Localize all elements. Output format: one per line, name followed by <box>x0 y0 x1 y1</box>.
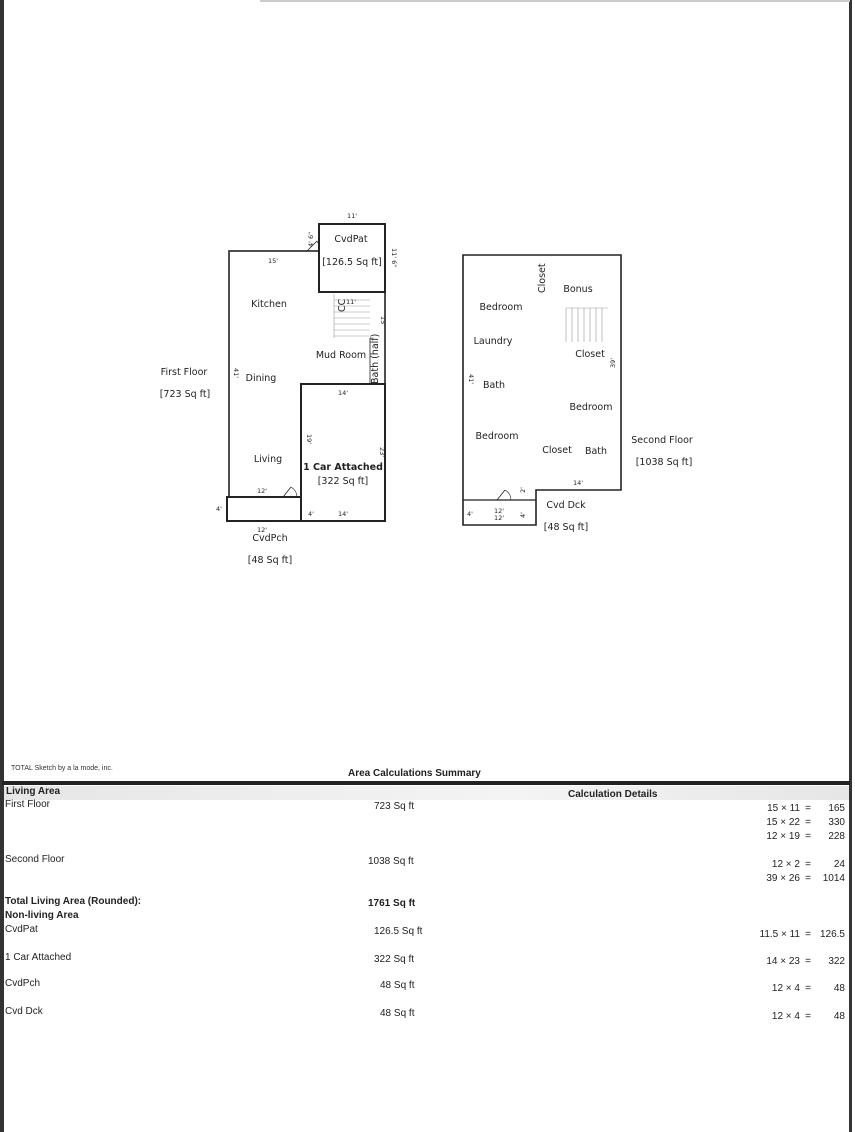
deck-door-swing <box>505 490 511 500</box>
room-cvdpat-area: [126.5 Sq ft] <box>322 257 382 268</box>
nonliving-area: 322 Sq ft <box>374 954 415 965</box>
calc-expr: 12 × 4 <box>771 983 800 994</box>
second-floor-label: Second Floor <box>631 435 693 446</box>
dim-top-11: 11' <box>346 212 358 220</box>
calc-expr: 12 × 4 <box>771 1011 800 1022</box>
first-floor-row-label: First Floor <box>5 799 50 810</box>
dim-left-4-6: 4' 6" <box>307 231 315 247</box>
dim-left-4: 4' <box>216 505 222 513</box>
room-cvdpat: CvdPat <box>334 234 368 245</box>
calc-result: 322 <box>828 956 845 967</box>
first-floor-label: First Floor <box>160 367 208 378</box>
second-floor-row-label: Second Floor <box>5 854 65 865</box>
summary-title: Area Calculations Summary <box>348 768 481 779</box>
deck-door <box>497 490 505 500</box>
nonliving-label: 1 Car Attached <box>5 952 72 963</box>
calc-result: 228 <box>828 831 845 842</box>
room-cvdpch-area: [48 Sq ft] <box>247 555 293 566</box>
calc-expr: 11.5 × 11 <box>759 929 800 940</box>
calc-expr: 15 × 11 <box>767 803 800 814</box>
room-closet-top: Closet <box>537 263 548 293</box>
room-cvdpch: CvdPch <box>252 533 288 544</box>
room-cvd-dck: Cvd Dck <box>546 500 586 511</box>
calc-expr: 12 × 2 <box>771 859 800 870</box>
room-dining: Dining <box>245 373 277 384</box>
calc-row <box>740 929 845 941</box>
room-mud-room: Mud Room <box>315 350 367 361</box>
calc-result: 48 <box>833 1011 845 1022</box>
porch-door <box>283 487 291 497</box>
room-closet-mid: Closet <box>575 349 605 360</box>
room-closet-low: Closet <box>542 445 572 456</box>
first-floor-row-area: 723 Sq ft <box>374 801 415 812</box>
dim-sf-right-39: 39' <box>609 357 617 368</box>
calc-eq: = <box>805 873 811 884</box>
dim-mid-11: 11' <box>345 298 357 306</box>
room-bath-1: Bath <box>482 380 506 391</box>
room-cvd-dck-area: [48 Sq ft] <box>543 522 589 533</box>
calc-row <box>740 873 845 885</box>
dim-sf-left-41: 41' <box>467 374 475 385</box>
room-laundry: Laundry <box>473 336 513 347</box>
second-floor-labels <box>474 263 693 533</box>
nonliving-label: CvdPch <box>5 978 41 989</box>
dim-garage-14: 14' <box>337 389 349 397</box>
garage-outline <box>301 384 385 521</box>
nonliving-area: 48 Sq ft <box>380 980 415 991</box>
dim-left-41: 41' <box>232 368 240 379</box>
dim-dck-4a: 4' <box>467 510 473 518</box>
calc-eq: = <box>805 803 811 814</box>
nonliving-label: Cvd Dck <box>5 1006 43 1017</box>
room-kitchen: Kitchen <box>251 299 287 310</box>
calc-row <box>740 803 845 815</box>
cvdpch-outline <box>227 497 301 521</box>
calc-row <box>740 956 845 968</box>
room-cc: CC <box>337 298 348 312</box>
calc-eq: = <box>805 859 811 870</box>
calc-expr: 14 × 23 <box>766 956 800 967</box>
nonliving-area: 126.5 Sq ft <box>374 926 423 937</box>
nonliving-header: Non-living Area <box>5 910 79 921</box>
dim-pch-12: 12' <box>256 526 268 534</box>
calc-eq: = <box>805 831 811 842</box>
dim-dck-12a: 12' <box>493 507 505 515</box>
calc-eq: = <box>805 817 811 828</box>
software-credit: TOTAL Sketch by a la mode, inc. <box>11 765 113 772</box>
total-living-label: Total Living Area (Rounded): <box>5 896 142 907</box>
dim-bottom-12: 12' <box>256 487 268 495</box>
room-bedroom-3: Bedroom <box>475 431 519 442</box>
calc-expr: 12 × 19 <box>766 831 800 842</box>
nonliving-label: CvdPat <box>5 924 38 935</box>
second-floor-area: [1038 Sq ft] <box>635 457 693 468</box>
room-living: Living <box>253 454 283 465</box>
calc-row <box>740 831 845 843</box>
calc-eq: = <box>805 929 811 940</box>
room-bedroom-1: Bedroom <box>479 302 523 313</box>
room-garage: 1 Car Attached <box>303 462 383 473</box>
dim-right-15: 15' <box>379 316 387 327</box>
room-bonus: Bonus <box>563 284 593 295</box>
calc-row <box>740 859 845 871</box>
calc-details-header: Calculation Details <box>568 789 658 800</box>
summary-header-band <box>4 786 849 800</box>
living-area-header: Living Area <box>6 786 61 797</box>
first-floor-area: [723 Sq ft] <box>159 389 211 400</box>
dim-top-15: 15' <box>267 257 279 265</box>
dim-sf-bottom-14: 14' <box>572 479 584 487</box>
room-bath-2: Bath <box>584 446 608 457</box>
porch-door-swing <box>291 487 297 497</box>
room-garage-area: [322 Sq ft] <box>317 476 369 487</box>
calc-expr: 15 × 22 <box>766 817 800 828</box>
dim-dck-2: 2' <box>519 487 527 493</box>
calc-row <box>740 817 845 829</box>
dim-garage-23: 23' <box>378 447 386 458</box>
nonliving-area: 48 Sq ft <box>380 1008 415 1019</box>
summary-divider <box>2 781 850 785</box>
calc-row <box>740 983 845 995</box>
dim-pch-4: 4' <box>308 510 314 518</box>
dim-dck-4b: 4' <box>519 512 527 518</box>
room-bath-half: Bath (half) <box>370 333 381 384</box>
total-living-value: 1761 Sq ft <box>368 898 416 909</box>
calc-result: 165 <box>828 803 845 814</box>
dim-garage-bottom-14: 14' <box>337 510 349 518</box>
calc-result: 24 <box>833 859 845 870</box>
calc-eq: = <box>805 983 811 994</box>
calc-expr: 39 × 26 <box>766 873 800 884</box>
calc-eq: = <box>805 1011 811 1022</box>
calc-row <box>740 1011 845 1023</box>
dim-garage-19: 19' <box>305 434 313 445</box>
dim-dck-12b: 12' <box>493 514 505 522</box>
calc-result: 330 <box>828 817 845 828</box>
calc-result: 1014 <box>822 873 845 884</box>
second-floor-stairs <box>566 308 608 342</box>
calc-result: 48 <box>833 983 845 994</box>
second-floor-row-area: 1038 Sq ft <box>368 856 414 867</box>
calc-eq: = <box>805 956 811 967</box>
room-bedroom-2: Bedroom <box>569 402 613 413</box>
dim-right-11-6: 11' 6" <box>390 248 398 268</box>
calc-result: 126.5 <box>819 929 845 940</box>
